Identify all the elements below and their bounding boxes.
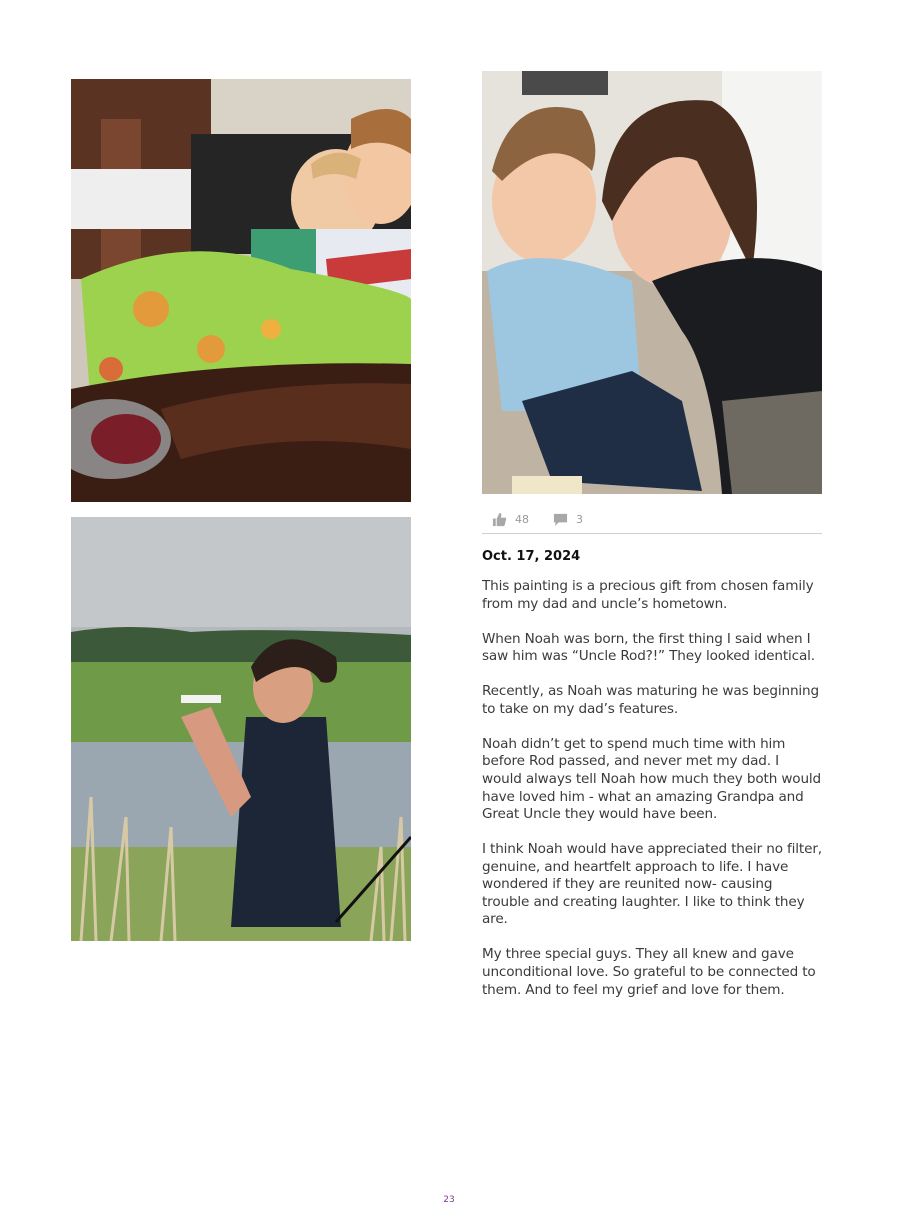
photo-teen-river (71, 517, 411, 941)
comments-count: 3 (576, 512, 583, 526)
post-paragraph: When Noah was born, the first thing I said when I saw him was “Uncle Rod?!” They looked identical. (482, 630, 815, 665)
post-paragraph: Noah didn’t get to spend much time with him before Rod passed, and never met my dad. I would always tell Noah how much they both would have loved him - what an amazing Grandpa and Great Uncle they would have been. (482, 735, 822, 823)
photo-mom-son (482, 71, 822, 494)
comments-button[interactable] (553, 512, 583, 527)
post-paragraph: I think Noah would have appreciated their no filter, genuine, and heartfelt approach to life. I have wondered if they are reunited now- causing trouble and creating laughter. I like to think they are. (482, 841, 822, 928)
likes-button[interactable] (492, 512, 529, 527)
reactions-bar (482, 505, 822, 534)
likes-count: 48 (515, 512, 529, 526)
post-paragraph: Recently, as Noah was maturing he was beginning to take on my dad’s features. (482, 683, 819, 717)
post-date: Oct. 17, 2024 (482, 549, 581, 564)
post-paragraph: This painting is a precious gift from chosen family from my dad and uncle’s hometown. (482, 578, 814, 612)
photo-kids-couch (71, 79, 411, 502)
post-paragraph: My three special guys. They all knew and gave unconditional love. So grateful to be connected to them. And to feel my grief and love for them. (482, 946, 816, 998)
thumbs-up-icon (492, 512, 507, 527)
comment-icon (553, 512, 568, 527)
page-number: 23 (443, 1195, 455, 1205)
post-body (482, 578, 826, 1017)
